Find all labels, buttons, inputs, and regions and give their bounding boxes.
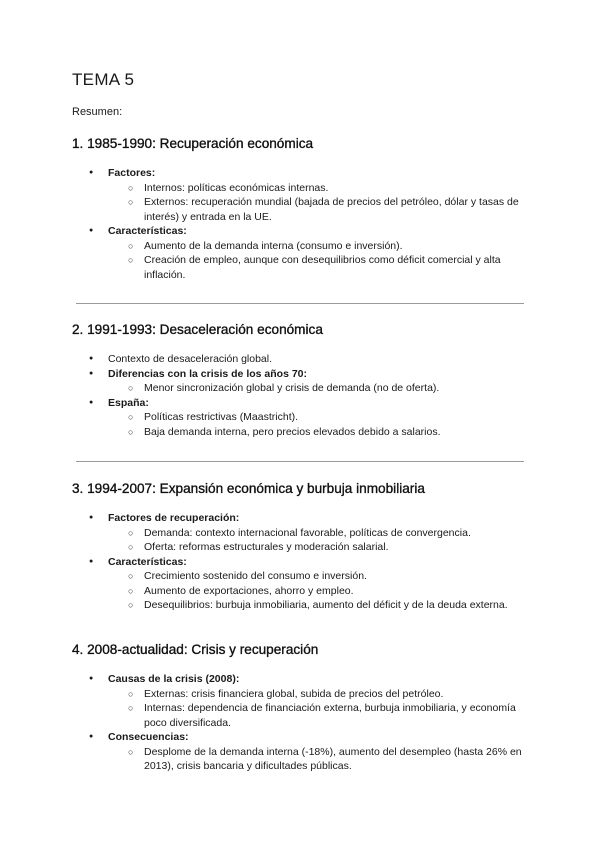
section-divider	[76, 461, 524, 462]
sub-list	[108, 687, 532, 731]
sub-list	[108, 526, 532, 555]
list-item	[72, 396, 532, 440]
sub-list	[108, 410, 532, 439]
section-heading: 4. 2008-actualidad: Crisis y recuperación	[72, 642, 319, 657]
list-item-label: ● Características:	[108, 555, 187, 568]
list-item-label: ● Diferencias con la crisis de los años 70:	[108, 367, 308, 380]
sub-list	[108, 239, 532, 283]
sub-list-item: ○ Creación de empleo, aunque con desequilibrios como déficit comercial y alta inflación.	[108, 253, 532, 282]
sub-list-item: ○ Oferta: reformas estructurales y moderación salarial.	[108, 540, 532, 555]
sub-list-item: ○ Aumento de exportaciones, ahorro y empleo.	[108, 584, 532, 599]
sub-list-item: ○ Externos: recuperación mundial (bajada de precios del petróleo, dólar y tasas de interés) y entrada en la UE.	[108, 195, 532, 224]
sub-list-item: ○ Internos: políticas económicas internas.	[108, 181, 532, 196]
sub-list	[108, 381, 532, 396]
bullet-list	[72, 166, 532, 282]
list-item	[72, 352, 532, 367]
document-subtitle: Resumen:	[72, 106, 123, 118]
list-item-label: ● España:	[108, 396, 149, 409]
list-item-label: ● Características:	[108, 225, 187, 237]
section-divider	[76, 303, 524, 304]
sub-list-item: ○ Crecimiento sostenido del consumo e inversión.	[108, 569, 532, 584]
sub-list-item: ○ Externas: crisis financiera global, subida de precios del petróleo.	[108, 687, 532, 702]
section-heading: 1. 1985-1990: Recuperación económica	[72, 136, 314, 151]
document-title: TEMA 5	[72, 70, 135, 89]
section-1	[72, 136, 532, 282]
sub-list	[108, 569, 532, 613]
bullet-list	[72, 352, 532, 439]
list-item	[72, 166, 532, 224]
list-item	[72, 672, 532, 730]
section-heading: 3. 1994-2007: Expansión económica y burbuja inmobiliaria	[72, 481, 425, 496]
section-3	[72, 481, 532, 613]
section-4	[72, 642, 532, 774]
list-item-label: ● Contexto de desaceleración global.	[108, 353, 273, 365]
section-heading: 2. 1991-1993: Desaceleración económica	[72, 322, 323, 337]
sub-list-item: ○ Políticas restrictivas (Maastricht).	[108, 410, 532, 425]
list-item	[72, 367, 532, 396]
bullet-list	[72, 511, 532, 613]
bullet-list	[72, 672, 532, 774]
list-item-label: ● Causas de la crisis (2008):	[108, 673, 240, 685]
list-item	[72, 730, 532, 774]
sub-list-item: ○ Baja demanda interna, pero precios elevados debido a salarios.	[108, 425, 532, 440]
sub-list-item: ○ Desplome de la demanda interna (-18%), aumento del desempleo (hasta 26% en 2013), crisis bancaria y dificultades públicas.	[108, 745, 532, 774]
section-2	[72, 322, 532, 439]
list-item	[72, 555, 532, 613]
list-item-label: ● Factores:	[108, 167, 156, 179]
sub-list-item: ○ Internas: dependencia de financiación externa, burbuja inmobiliaria, y economía poco diversificada.	[108, 701, 532, 730]
sub-list	[108, 181, 532, 225]
list-item	[72, 224, 532, 282]
sub-list-item: ○ Demanda: contexto internacional favorable, políticas de convergencia.	[108, 526, 532, 541]
list-item	[72, 511, 532, 555]
sub-list-item: ○ Aumento de la demanda interna (consumo e inversión).	[108, 239, 532, 254]
sub-list-item: ○ Desequilibrios: burbuja inmobiliaria, aumento del déficit y de la deuda externa.	[108, 598, 532, 613]
sub-list-item: ○ Menor sincronización global y crisis de demanda (no de oferta).	[108, 381, 532, 396]
list-item-label: ● Consecuencias:	[108, 731, 189, 743]
sub-list	[108, 745, 532, 774]
list-item-label: ● Factores de recuperación:	[108, 512, 240, 524]
